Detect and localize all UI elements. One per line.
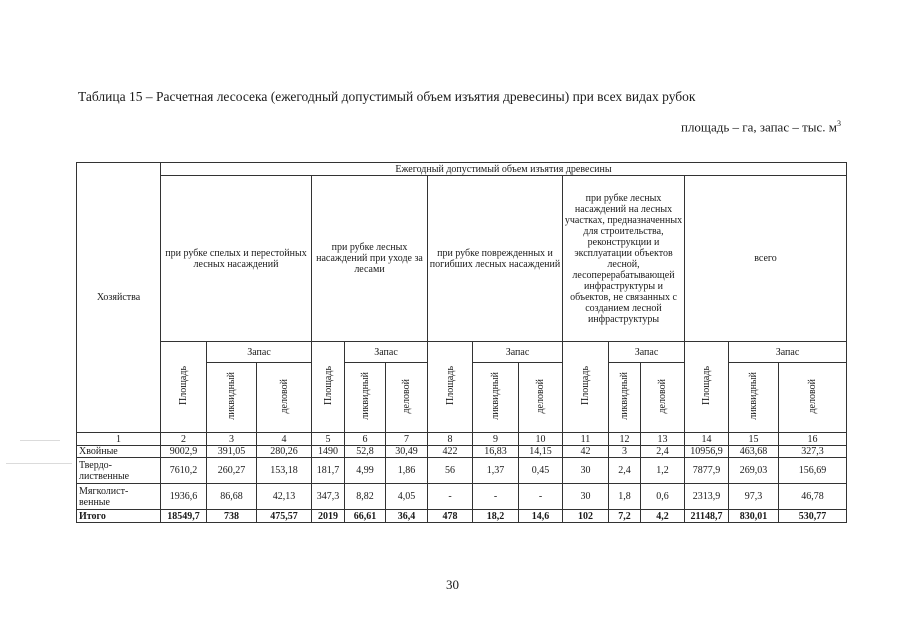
table-cell: 8,82 [345,484,386,510]
table-cell: 46,78 [779,484,847,510]
header-group-thinning: при рубке лесных насаждений при уходе за лесами [312,176,428,342]
table-cell: 7610,2 [161,458,207,484]
col-number: 1 [77,433,161,446]
table-cell: 181,7 [312,458,345,484]
table-row [77,458,847,484]
table-cell: 463,68 [729,446,779,458]
header-stock: Запас [207,342,312,363]
table-cell: 4,05 [386,484,428,510]
table-cell: 1,2 [641,458,685,484]
table-cell: 7,2 [609,510,641,523]
table-cell: 56 [428,458,473,484]
header-farms: Хозяйства [77,163,161,433]
table-cell: 3 [609,446,641,458]
col-number: 15 [729,433,779,446]
table-cell: 21148,7 [685,510,729,523]
page-number: 30 [446,577,459,592]
table-cell: 66,61 [345,510,386,523]
units-superscript: 3 [837,119,841,128]
table-cell: 2,4 [609,458,641,484]
units-text: площадь – га, запас – тыс. м [680,119,837,135]
col-number: 12 [609,433,641,446]
table-cell: 269,03 [729,458,779,484]
header-stock: Запас [345,342,428,363]
table-cell: 97,3 [729,484,779,510]
table-cell: 422 [428,446,473,458]
table-cell: 52,8 [345,446,386,458]
col-number: 13 [641,433,685,446]
table-cell: 1490 [312,446,345,458]
header-liquid: ликвидный [609,363,641,433]
header-liquid: ликвидный [207,363,257,433]
header-group-damaged: при рубке поврежденных и погибших лесных насаждений [428,176,563,342]
table-cell: 0,6 [641,484,685,510]
table-cell: 7877,9 [685,458,729,484]
table-cell: 478 [428,510,473,523]
header-area: Площадь [685,342,729,433]
allowable-cut-table [76,162,847,523]
table-row [77,510,847,523]
table-cell: 391,05 [207,446,257,458]
table-cell: 1936,6 [161,484,207,510]
header-liquid: ликвидный [729,363,779,433]
table-cell: 9002,9 [161,446,207,458]
header-top: Ежегодный допустимый объем изъятия древесины [161,163,847,176]
col-number: 9 [473,433,519,446]
scan-artifact [20,440,60,441]
table-cell: 156,69 [779,458,847,484]
table-cell: - [428,484,473,510]
table-cell: 30 [563,484,609,510]
table-cell: 1,37 [473,458,519,484]
header-area: Площадь [563,342,609,433]
header-liquid: ликвидный [345,363,386,433]
col-number: 4 [257,433,312,446]
table-cell: 2313,9 [685,484,729,510]
table-cell: 347,3 [312,484,345,510]
table-row [77,446,847,458]
table-cell: 327,3 [779,446,847,458]
table-cell: 4,99 [345,458,386,484]
table-cell: 14,6 [519,510,563,523]
table-cell: 30 [563,458,609,484]
table-cell: - [473,484,519,510]
table-cell: 153,18 [257,458,312,484]
table-cell: 280,26 [257,446,312,458]
header-area: Площадь [312,342,345,433]
header-stock: Запас [609,342,685,363]
table-cell: 2,4 [641,446,685,458]
table-cell: 1,8 [609,484,641,510]
col-number: 8 [428,433,473,446]
col-number: 11 [563,433,609,446]
table-cell: 18,2 [473,510,519,523]
table-cell: 0,45 [519,458,563,484]
scan-artifact [6,463,72,464]
table-cell: 10956,9 [685,446,729,458]
table-cell: 1,86 [386,458,428,484]
table-cell: 14,15 [519,446,563,458]
table-caption: Таблица 15 – Расчетная лесосека (ежегодный допустимый объем изъятия древесины) при всех видах рубок [78,89,696,104]
col-number: 2 [161,433,207,446]
table-cell: 30,49 [386,446,428,458]
header-business: деловой [641,363,685,433]
table-cell: 42,13 [257,484,312,510]
header-stock: Запас [473,342,563,363]
header-business: деловой [257,363,312,433]
row-label: Мягколист-венные [77,484,161,510]
col-number: 6 [345,433,386,446]
header-area: Площадь [161,342,207,433]
units-note [681,119,841,135]
header-group-total: всего [685,176,847,342]
header-group-construction: при рубке лесных насаждений на лесных участках, предназначенных для строительства, реконструкции и эксплуатации объектов лесной, лесоперерабатывающей инфраструктуры и объектов, не связанных с созданием лесной инфраструктуры [563,176,685,342]
table-cell: 830,01 [729,510,779,523]
header-business: деловой [519,363,563,433]
table-cell: 475,57 [257,510,312,523]
header-business: деловой [779,363,847,433]
table-cell: - [519,484,563,510]
table-row [77,484,847,510]
col-number: 14 [685,433,729,446]
col-number: 16 [779,433,847,446]
table-body [77,446,847,523]
table-cell: 16,83 [473,446,519,458]
table-cell: 2019 [312,510,345,523]
header-business: деловой [386,363,428,433]
table-cell: 18549,7 [161,510,207,523]
header-liquid: ликвидный [473,363,519,433]
header-group-mature: при рубке спелых и перестойных лесных насаждений [161,176,312,342]
col-number: 10 [519,433,563,446]
table-cell: 530,77 [779,510,847,523]
table-cell: 738 [207,510,257,523]
col-number: 3 [207,433,257,446]
table-cell: 4,2 [641,510,685,523]
table-cell: 102 [563,510,609,523]
table-cell: 86,68 [207,484,257,510]
col-number: 7 [386,433,428,446]
table-cell: 42 [563,446,609,458]
row-label: Итого [77,510,161,523]
row-label: Твердо-лиственные [77,458,161,484]
table-cell: 36,4 [386,510,428,523]
col-number: 5 [312,433,345,446]
table-cell: 260,27 [207,458,257,484]
header-stock: Запас [729,342,847,363]
row-label: Хвойные [77,446,161,458]
header-area: Площадь [428,342,473,433]
